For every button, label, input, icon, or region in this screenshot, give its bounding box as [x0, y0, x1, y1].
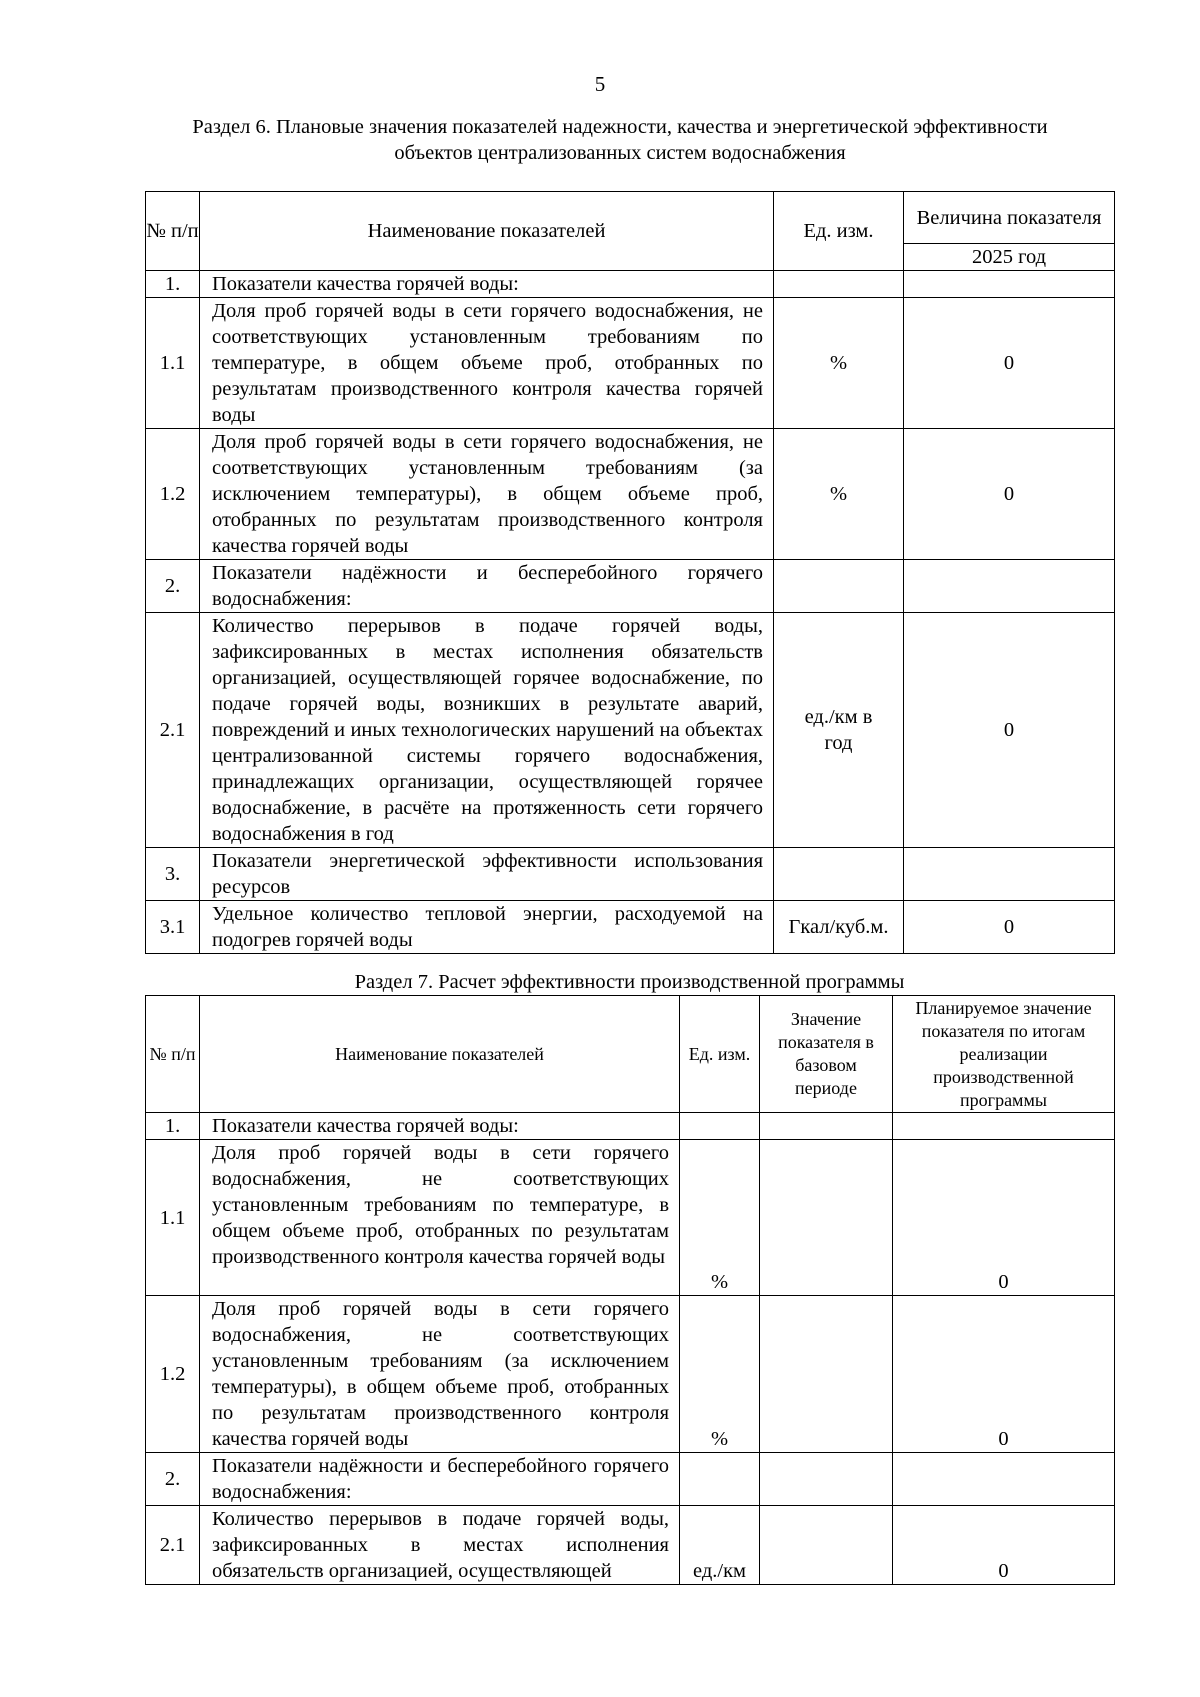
row-num: 1.2 — [146, 429, 200, 560]
header-unit: Ед. изм. — [680, 996, 760, 1113]
row-unit: ед./км — [680, 1506, 760, 1585]
header-num: № п/п — [146, 192, 200, 271]
row-value: 0 — [904, 901, 1115, 954]
row-value — [904, 848, 1115, 901]
header-unit: Ед. изм. — [774, 192, 904, 271]
row-name: Количество перерывов в подаче горячей воды, зафиксированных в местах исполнения обязательств организацией, осуществляющей горячее водоснабжение, по подаче горячей воды, возникших в результате аварий, повреждений и иных технологических нарушений на объектах централизованной системы горячего водоснабжения, принадлежащих организации, осуществляющей горячее водоснабжение, в расчёте на протяженность сети горячего водоснабжения в год — [200, 613, 774, 848]
table-row — [146, 560, 1115, 613]
row-name: Доля проб горячей воды в сети горячего водоснабжения, не соответствующих установленным требованиям (за исключением температуры), в общем объеме проб, отобранных по результатам производственного контроля качества горячей воды — [200, 429, 774, 560]
row-planned — [893, 1113, 1115, 1140]
row-value: 0 — [904, 298, 1115, 429]
row-name: Доля проб горячей воды в сети горячего водоснабжения, не соответствующих установленным требованиям (за исключением температуры), в общем объеме проб, отобранных по результатам производственного контроля качества горячей воды — [200, 1296, 680, 1453]
row-num: 2. — [146, 1453, 200, 1506]
table-row — [146, 1113, 1115, 1140]
row-num: 1.2 — [146, 1296, 200, 1453]
header-value: Величина показателя — [904, 192, 1115, 244]
row-value — [904, 271, 1115, 298]
table-row — [146, 848, 1115, 901]
row-num: 1. — [146, 271, 200, 298]
row-base — [760, 1296, 893, 1453]
header-base: Значение показателя в базовом периоде — [760, 996, 893, 1113]
row-unit: % — [774, 429, 904, 560]
row-unit: Гкал/куб.м. — [774, 901, 904, 954]
row-name: Показатели качества горячей воды: — [200, 1113, 680, 1140]
table-row — [146, 271, 1115, 298]
section6-title — [130, 114, 1110, 166]
row-name: Доля проб горячей воды в сети горячего водоснабжения, не соответствующих установленным требованиям по температуре, в общем объеме проб, отобранных по результатам производственного контроля качества горячей воды — [200, 1140, 680, 1296]
row-num: 2.1 — [146, 1506, 200, 1585]
row-unit — [774, 560, 904, 613]
page-number: 5 — [594, 72, 606, 96]
row-unit: % — [680, 1140, 760, 1296]
table-row — [146, 1140, 1115, 1296]
header-name: Наименование показателей — [200, 996, 680, 1113]
table-row — [146, 1506, 1115, 1585]
row-num: 2. — [146, 560, 200, 613]
row-unit: ед./км в год — [774, 613, 904, 848]
row-num: 1. — [146, 1113, 200, 1140]
row-unit — [774, 848, 904, 901]
table-row — [146, 1453, 1115, 1506]
header-num: № п/п — [146, 996, 200, 1113]
row-name: Удельное количество тепловой энергии, расходуемой на подогрев горячей воды — [200, 901, 774, 954]
header-year: 2025 год — [904, 244, 1115, 271]
row-name: Показатели надёжности и бесперебойного горячего водоснабжения: — [200, 560, 774, 613]
row-name: Показатели надёжности и бесперебойного горячего водоснабжения: — [200, 1453, 680, 1506]
section7-title: Раздел 7. Расчет эффективности производственной программы — [354, 971, 905, 993]
row-name: Количество перерывов в подаче горячей воды, зафиксированных в местах исполнения обязательств организацией, осуществляющей — [200, 1506, 680, 1585]
section7-table — [145, 995, 1115, 1585]
row-unit: % — [680, 1296, 760, 1453]
row-base — [760, 1140, 893, 1296]
row-value — [904, 560, 1115, 613]
row-num: 3.1 — [146, 901, 200, 954]
row-base — [760, 1506, 893, 1585]
row-value: 0 — [904, 613, 1115, 848]
row-unit — [680, 1453, 760, 1506]
header-planned: Планируемое значение показателя по итогам реализации производственной программы — [893, 996, 1115, 1113]
row-num: 1.1 — [146, 298, 200, 429]
section6-title-line2: объектов централизованных систем водоснабжения — [394, 142, 846, 164]
row-name: Доля проб горячей воды в сети горячего водоснабжения, не соответствующих установленным требованиям по температуре, в общем объеме проб, отобранных по результатам производственного контроля качества горячей воды — [200, 298, 774, 429]
table-row — [146, 298, 1115, 429]
table-row — [146, 901, 1115, 954]
row-base — [760, 1453, 893, 1506]
section6-title-line1: Раздел 6. Плановые значения показателей надежности, качества и энергетической эффективности — [192, 116, 1048, 138]
row-num: 2.1 — [146, 613, 200, 848]
row-unit — [774, 271, 904, 298]
table-row — [146, 613, 1115, 848]
table-row — [146, 429, 1115, 560]
table-row — [146, 1296, 1115, 1453]
row-name: Показатели энергетической эффективности использования ресурсов — [200, 848, 774, 901]
row-unit: % — [774, 298, 904, 429]
header-name: Наименование показателей — [200, 192, 774, 271]
row-num: 1.1 — [146, 1140, 200, 1296]
row-value: 0 — [904, 429, 1115, 560]
row-base — [760, 1113, 893, 1140]
row-planned: 0 — [893, 1296, 1115, 1453]
row-planned — [893, 1453, 1115, 1506]
row-planned: 0 — [893, 1506, 1115, 1585]
section6-table — [145, 191, 1115, 954]
row-planned: 0 — [893, 1140, 1115, 1296]
row-unit — [680, 1113, 760, 1140]
row-num: 3. — [146, 848, 200, 901]
row-name: Показатели качества горячей воды: — [200, 271, 774, 298]
